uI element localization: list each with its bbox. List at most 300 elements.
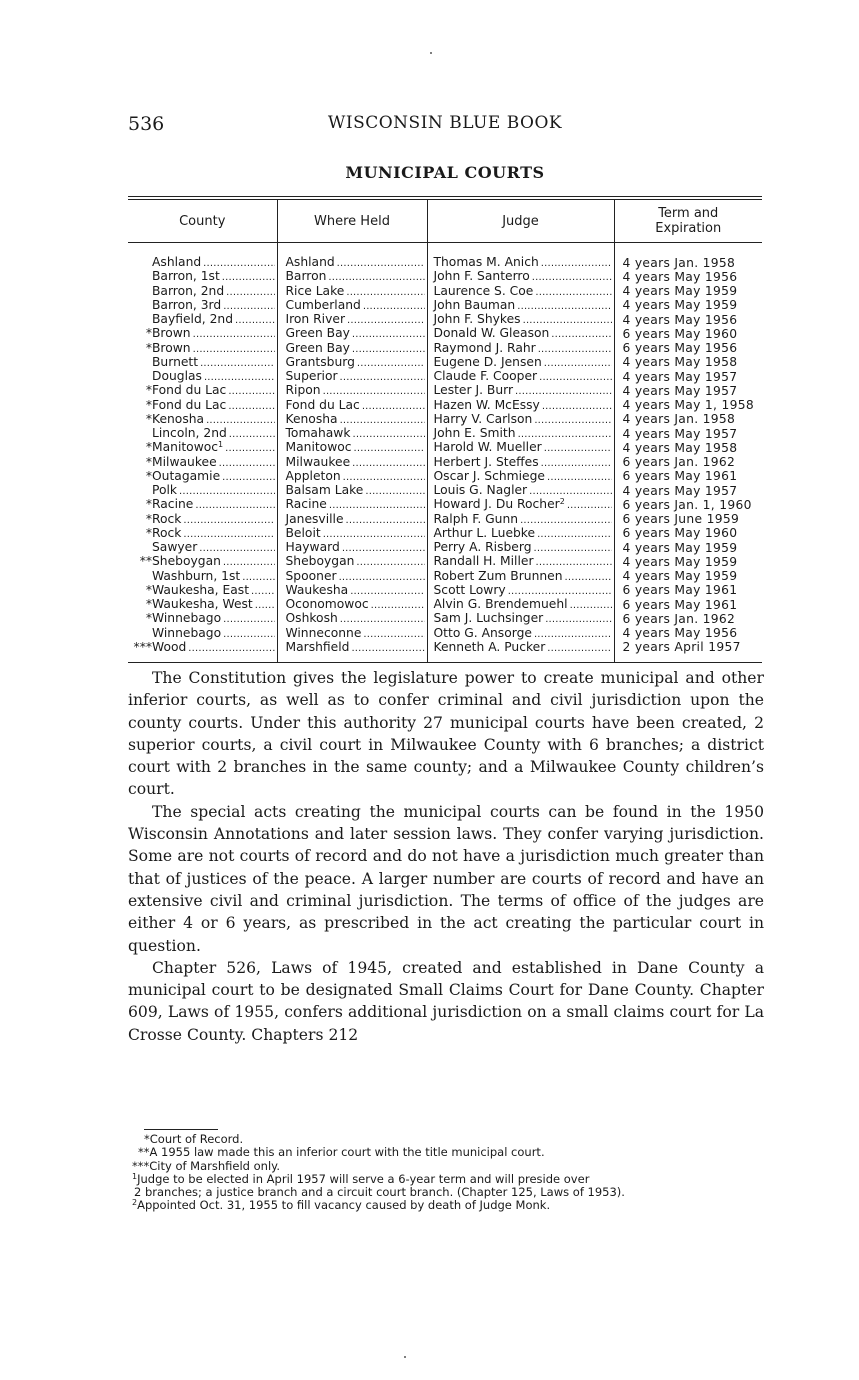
table-row (128, 356, 762, 370)
judge-name: Alvin G. Brendemuehl (433, 598, 568, 611)
table-row (128, 427, 762, 441)
county-cell (128, 598, 277, 612)
county-cell (128, 384, 277, 398)
table-row (128, 541, 762, 555)
where-held-cell (277, 513, 427, 527)
leader-dots (222, 270, 275, 284)
judge-cell (427, 441, 614, 455)
leader-dots (362, 399, 425, 413)
county-cell (128, 370, 277, 384)
leader-dots (242, 570, 274, 584)
where-held: Fond du Lac (285, 398, 360, 412)
judge-cell (427, 285, 614, 299)
column-header-where-held: Where Held (277, 200, 427, 243)
judge-name: John F. Santerro (433, 270, 530, 284)
judge-cell (427, 327, 614, 341)
county-cell (128, 413, 277, 427)
footnotes (128, 1133, 768, 1213)
where-held: Grantsburg (285, 355, 355, 369)
leader-dots (538, 342, 612, 356)
term-cell: 4 years May 1959 (614, 299, 762, 313)
where-held-cell (277, 427, 427, 441)
term-cell: 4 years May 1958 (614, 441, 762, 455)
footnote: $^1$Judge to be elected in April 1957 will serve a 6-year term and will preside over (132, 1171, 590, 1186)
table-row (128, 456, 762, 470)
term-cell: 6 years May 1961 (614, 584, 762, 598)
judge-cell (427, 270, 614, 284)
where-held-cell (277, 342, 427, 356)
body-text (128, 667, 764, 1046)
table-row (128, 598, 762, 612)
record-mark: * (145, 498, 152, 512)
table-row (128, 527, 762, 541)
county-cell (128, 484, 277, 498)
judge-name: Arthur L. Luebke (433, 526, 536, 540)
term-cell: 4 years May 1959 (614, 285, 762, 299)
where-held-cell (277, 570, 427, 584)
leader-dots (183, 527, 274, 541)
municipal-courts-table (128, 196, 762, 663)
table-row (128, 384, 762, 398)
judge-cell (427, 399, 614, 413)
county-name: Barron, 1st (152, 270, 220, 284)
paragraph: Chapter 526, Laws of 1945, created and established in Dane County a municipal court to be designated Small Claims Court for Dane County. Chapter 609, Laws of 1955, confers additional jurisdiction on a small claims court for La Crosse County. Chapters 212 (128, 958, 764, 1044)
leader-dots (532, 270, 612, 284)
leader-dots (567, 498, 612, 512)
leader-dots (223, 612, 274, 626)
table-spacer-row (128, 243, 762, 257)
judge-cell (427, 527, 614, 541)
leader-dots (323, 527, 425, 541)
term-cell: 2 years April 1957 (614, 641, 762, 663)
judge-cell (427, 370, 614, 384)
leader-dots (352, 456, 424, 470)
where-held-cell (277, 498, 427, 512)
where-held: Tomahawk (285, 427, 351, 440)
table-row (128, 285, 762, 299)
record-mark: * (145, 612, 152, 626)
leader-dots (352, 327, 425, 341)
county-name: Burnett (152, 355, 199, 369)
judge-cell (427, 555, 614, 569)
judge-name: Perry A. Risberg (433, 541, 532, 554)
leader-dots (363, 299, 425, 313)
county-cell (128, 470, 277, 484)
where-held-cell (277, 484, 427, 498)
where-held-cell (277, 399, 427, 413)
leader-dots (518, 427, 612, 441)
judge-cell (427, 498, 614, 512)
table-row (128, 513, 762, 527)
county-name: Milwaukee (152, 455, 217, 469)
county-name: Bayfield, 2nd (152, 313, 234, 326)
county-name: Polk (152, 484, 178, 497)
leader-dots (183, 513, 274, 527)
leader-dots (551, 327, 611, 341)
table-row (128, 327, 762, 341)
leader-dots (342, 541, 425, 555)
table-row (128, 256, 762, 270)
judge-name: John E. Smith (433, 427, 516, 440)
leader-dots (340, 413, 425, 427)
county-name: Manitowoc (152, 441, 219, 455)
judge-name: Donald W. Gleason (433, 327, 550, 341)
judge-name: Louis G. Nagler (433, 484, 528, 497)
page-header (128, 113, 762, 137)
leader-dots (228, 384, 274, 398)
leader-dots (541, 256, 612, 270)
column-header-term: Term and Expiration (614, 200, 762, 243)
leader-dots (547, 641, 611, 655)
term-cell: 4 years May 1956 (614, 313, 762, 327)
leader-dots (529, 484, 611, 498)
county-cell (128, 441, 277, 455)
footnote: $^2$Appointed Oct. 31, 1955 to fill vacancy caused by death of Judge Monk. (132, 1198, 551, 1213)
record-mark: ** (139, 555, 152, 569)
record-mark: * (145, 469, 152, 483)
county-name: Sawyer (152, 541, 198, 554)
term-cell: 4 years May 1957 (614, 484, 762, 498)
county-name: Lincoln, 2nd (152, 427, 227, 440)
where-held-cell (277, 270, 427, 284)
table-row (128, 555, 762, 569)
judge-name: Otto G. Ansorge (433, 626, 532, 640)
judge-cell (427, 513, 614, 527)
term-cell: 4 years May 1956 (614, 627, 762, 641)
county-cell (128, 399, 277, 413)
where-held: Oshkosh (285, 612, 338, 626)
leader-dots (523, 313, 612, 327)
table-top-rule (128, 196, 762, 197)
paragraph: The special acts creating the municipal courts can be found in the 1950 Wisconsin Annotations and later session laws. They confer varying jurisdiction. Some are not courts of record and do not have a jurisdiction much greater than that of justices of the peace. A larger number are courts of record and have an extensive civil and criminal jurisdiction. The terms of office of the judges are either 4 or 6 years, as prescribed in the act creating the particular court in question. (128, 802, 764, 955)
county-cell (128, 570, 277, 584)
leader-dots (356, 555, 424, 569)
judge-cell (427, 641, 614, 663)
judge-cell (427, 570, 614, 584)
county-name: Rock (152, 512, 182, 526)
leader-dots (350, 584, 424, 598)
where-held: Green Bay (285, 327, 350, 341)
footnote-ref: 1 (218, 441, 224, 450)
judge-name: Hazen W. McEssy (433, 398, 540, 412)
leader-dots (340, 612, 425, 626)
leader-dots (203, 256, 274, 270)
table-row (128, 299, 762, 313)
judge-name: Raymond J. Rahr (433, 341, 536, 355)
county-name: Racine (152, 498, 194, 512)
table-row (128, 570, 762, 584)
table-row (128, 342, 762, 356)
where-held-cell (277, 527, 427, 541)
term-cell: 6 years Jan. 1962 (614, 612, 762, 626)
judge-name: John F. Shykes (433, 313, 521, 326)
leader-dots (222, 470, 274, 484)
county-name: Outagamie (152, 469, 221, 483)
record-mark: * (145, 512, 152, 526)
leader-dots (545, 612, 611, 626)
leader-dots (534, 541, 612, 555)
county-name: Kenosha (152, 412, 205, 426)
where-held: Oconomowoc (285, 598, 369, 611)
leader-dots (229, 427, 275, 441)
where-held-cell (277, 327, 427, 341)
leader-dots (223, 627, 274, 641)
judge-cell (427, 299, 614, 313)
where-held: Ashland (285, 256, 335, 269)
leader-dots (204, 370, 275, 384)
leader-dots (539, 370, 611, 384)
where-held-cell (277, 441, 427, 455)
record-mark: * (145, 341, 152, 355)
leader-dots (225, 441, 274, 455)
table-row (128, 413, 762, 427)
where-held: Iron River (285, 313, 345, 326)
term-cell: 4 years Jan. 1958 (614, 256, 762, 270)
judge-name: Harry V. Carlson (433, 412, 533, 426)
leader-dots (255, 598, 275, 612)
county-name: Winnebago (152, 626, 222, 640)
where-held-cell (277, 612, 427, 626)
table-row (128, 370, 762, 384)
leader-dots (570, 598, 612, 612)
leader-dots (515, 384, 611, 398)
where-held: Marshfield (285, 640, 350, 654)
leader-dots (219, 456, 275, 470)
record-mark: * (145, 384, 152, 398)
judge-name: Oscar J. Schmiege (433, 469, 545, 483)
judge-name: Scott Lowry (433, 583, 506, 597)
leader-dots (363, 627, 424, 641)
where-held-cell (277, 584, 427, 598)
table-row (128, 313, 762, 327)
leader-dots (352, 427, 424, 441)
county-cell (128, 256, 277, 270)
where-held: Hayward (285, 541, 340, 554)
page-number: 536 (128, 113, 165, 135)
table-row (128, 270, 762, 284)
county-cell (128, 584, 277, 598)
leader-dots (193, 342, 275, 356)
where-held: Rice Lake (285, 284, 345, 298)
where-held: Spooner (285, 569, 337, 583)
term-cell: 4 years May 1959 (614, 570, 762, 584)
record-mark: * (145, 598, 152, 611)
record-mark: * (145, 526, 152, 540)
leader-dots (520, 513, 611, 527)
leader-dots (347, 313, 425, 327)
county-cell (128, 299, 277, 313)
record-mark: * (145, 455, 152, 469)
leader-dots (195, 498, 274, 512)
where-held-cell (277, 356, 427, 370)
county-name: Barron, 3rd (152, 298, 222, 312)
leader-dots (188, 641, 274, 655)
scan-speck (404, 1356, 406, 1358)
table-row (128, 441, 762, 455)
leader-dots (193, 327, 275, 341)
judge-cell (427, 627, 614, 641)
term-cell: 6 years May 1956 (614, 342, 762, 356)
judge-cell (427, 313, 614, 327)
leader-dots (339, 570, 425, 584)
footnote-ref: 2 (559, 498, 565, 507)
judge-name: Lester J. Burr (433, 384, 514, 398)
table-row (128, 470, 762, 484)
where-held: Green Bay (285, 341, 350, 355)
footnote: ***City of Marshfield only. (132, 1158, 280, 1173)
running-title: WISCONSIN BLUE BOOK (327, 113, 563, 133)
county-cell (128, 270, 277, 284)
county-name: Barron, 2nd (152, 284, 225, 298)
county-name: Rock (152, 526, 182, 540)
county-name: Fond du Lac (152, 384, 227, 398)
leader-dots (228, 399, 274, 413)
county-cell (128, 541, 277, 555)
leader-dots (365, 484, 424, 498)
where-held-cell (277, 285, 427, 299)
leader-dots (536, 555, 612, 569)
judge-cell (427, 356, 614, 370)
where-held-cell (277, 541, 427, 555)
record-mark: *** (133, 640, 152, 654)
leader-dots (340, 370, 425, 384)
term-cell: 4 years May 1, 1958 (614, 399, 762, 413)
leader-dots (351, 641, 424, 655)
leader-dots (179, 484, 274, 498)
term-cell: 6 years May 1961 (614, 598, 762, 612)
county-cell (128, 456, 277, 470)
where-held-cell (277, 299, 427, 313)
judge-name: Thomas M. Anich (433, 256, 539, 269)
judge-name: Ralph F. Gunn (433, 512, 519, 526)
column-header-judge: Judge (427, 200, 614, 243)
leader-dots (508, 584, 612, 598)
judge-cell (427, 541, 614, 555)
section-title: MUNICIPAL COURTS (345, 163, 545, 182)
term-cell: 6 years June 1959 (614, 513, 762, 527)
where-held-cell (277, 627, 427, 641)
county-cell (128, 427, 277, 441)
where-held: Racine (285, 498, 327, 512)
judge-cell (427, 384, 614, 398)
county-name: Washburn, 1st (152, 569, 241, 583)
term-cell: 4 years May 1959 (614, 555, 762, 569)
term-cell: 6 years May 1961 (614, 470, 762, 484)
where-held: Ripon (285, 384, 321, 398)
county-cell (128, 285, 277, 299)
judge-name: Robert Zum Brunnen (433, 569, 563, 583)
term-cell: 4 years May 1959 (614, 541, 762, 555)
footnote-rule (144, 1129, 218, 1130)
where-held: Barron (285, 270, 327, 284)
county-name: Brown (152, 327, 191, 341)
where-held-cell (277, 384, 427, 398)
where-held: Balsam Lake (285, 484, 364, 497)
where-held-cell (277, 370, 427, 384)
county-cell (128, 641, 277, 663)
term-cell: 4 years May 1957 (614, 370, 762, 384)
judge-cell (427, 427, 614, 441)
leader-dots (535, 285, 611, 299)
judge-name: Kenneth A. Pucker (433, 640, 546, 654)
table-row (128, 484, 762, 498)
judge-name: Sam J. Luchsinger (433, 612, 544, 626)
where-held-cell (277, 456, 427, 470)
leader-dots (357, 356, 425, 370)
leader-dots (534, 627, 612, 641)
judge-name: Eugene D. Jensen (433, 355, 542, 369)
leader-dots (517, 299, 611, 313)
where-held: Superior (285, 370, 338, 383)
paragraph: The Constitution gives the legislature power to create municipal and other inferior courts, as well as to confer criminal and civil jurisdiction upon the county courts. Under this authority 27 municipal courts have been created, 2 superior courts, a civil court in Milwaukee County with 6 branches; a district court with 2 branches in the same county; and a Milwaukee County children’s court. (128, 669, 764, 799)
judge-cell (427, 413, 614, 427)
where-held-cell (277, 413, 427, 427)
where-held-cell (277, 598, 427, 612)
leader-dots (200, 356, 274, 370)
judge-name: Howard J. Du Rocher (433, 498, 560, 512)
judge-name: Claude F. Cooper (433, 370, 538, 383)
term-cell: 4 years May 1956 (614, 270, 762, 284)
leader-dots (352, 342, 425, 356)
term-cell: 4 years May 1957 (614, 384, 762, 398)
leader-dots (223, 299, 274, 313)
where-held-cell (277, 555, 427, 569)
leader-dots (251, 584, 274, 598)
leader-dots (346, 513, 425, 527)
judge-name: Laurence S. Coe (433, 284, 534, 298)
term-cell: 6 years May 1960 (614, 527, 762, 541)
where-held: Manitowoc (285, 441, 352, 455)
term-cell: 6 years Jan. 1962 (614, 456, 762, 470)
county-cell (128, 555, 277, 569)
leader-dots (323, 384, 425, 398)
judge-cell (427, 470, 614, 484)
judge-cell (427, 612, 614, 626)
column-header-county: County (128, 200, 277, 243)
judge-name: Herbert J. Steffes (433, 455, 539, 469)
where-held: Milwaukee (285, 455, 351, 469)
footnote-continued: 2 branches; a justice branch and a circuit court branch. (Chapter 125, Laws of 1953). (134, 1185, 625, 1200)
table-row (128, 498, 762, 512)
term-cell: 6 years Jan. 1, 1960 (614, 498, 762, 512)
county-cell (128, 612, 277, 626)
leader-dots (547, 470, 612, 484)
leader-dots (565, 570, 612, 584)
leader-dots (343, 470, 425, 484)
record-mark: * (145, 583, 152, 597)
where-held: Waukesha (285, 583, 349, 597)
county-name: Wood (152, 640, 187, 654)
where-held: Winneconne (285, 626, 362, 640)
leader-dots (541, 456, 612, 470)
record-mark: * (145, 327, 152, 341)
county-name: Winnebago (152, 612, 222, 626)
leader-dots (337, 256, 425, 270)
county-name: Ashland (152, 256, 202, 269)
judge-cell (427, 342, 614, 356)
term-cell: 4 years Jan. 1958 (614, 413, 762, 427)
footnote: **A 1955 law made this an inferior court with the title municipal court. (138, 1145, 545, 1160)
table-row (128, 641, 762, 663)
leader-dots (371, 598, 425, 612)
table-row (128, 612, 762, 626)
table-row (128, 627, 762, 641)
judge-cell (427, 584, 614, 598)
where-held: Sheboygan (285, 555, 355, 569)
county-cell (128, 327, 277, 341)
leader-dots (544, 356, 612, 370)
leader-dots (544, 441, 612, 455)
